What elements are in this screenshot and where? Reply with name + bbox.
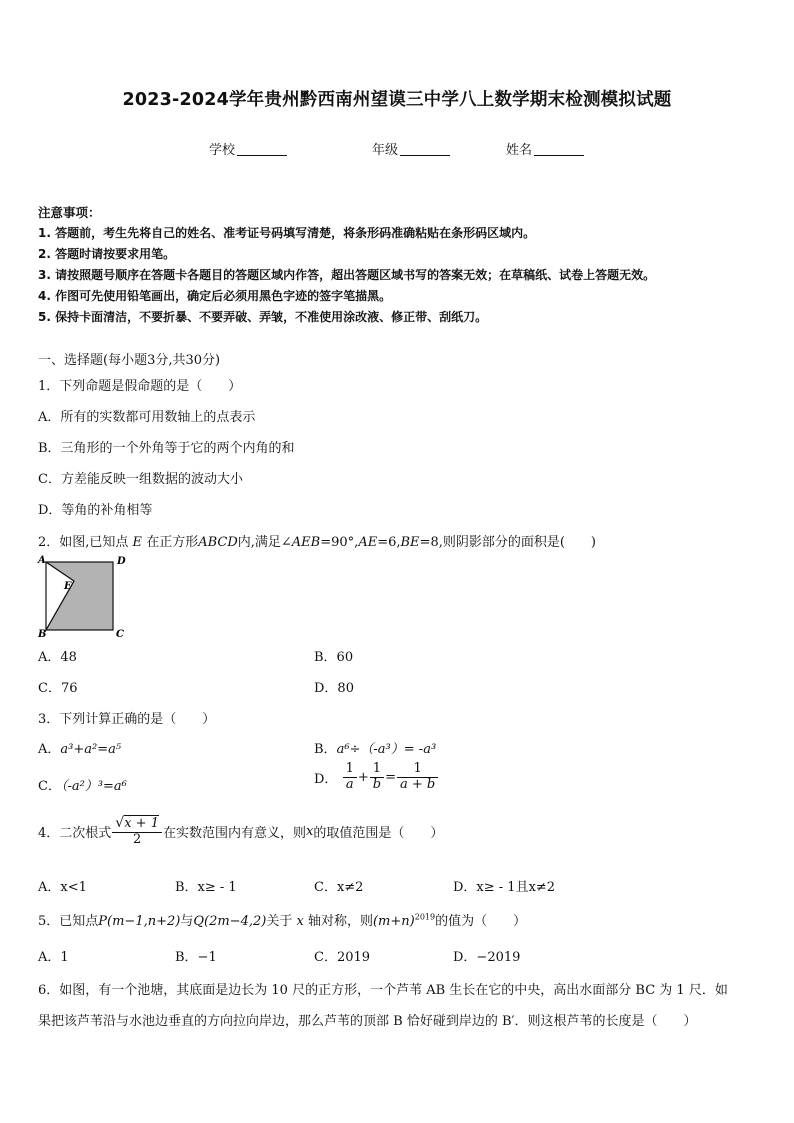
notice-item: 4. 作图可先使用铅笔画出，确定后必须用黑色字迹的签字笔描黑。 — [38, 289, 392, 303]
notice-item: 5. 保持卡面清洁，不要折暴、不要弄破、弄皱，不准使用涂改液、修正带、刮纸刀。 — [38, 310, 488, 324]
q2-option-a[interactable]: A．48 — [38, 650, 77, 665]
frac-1-over-a-plus-b: $\frac{1}{a + b}$ — [397, 762, 438, 793]
section-heading: 一、选择题(每小题3分,共30分) — [38, 353, 221, 368]
q5-option-c[interactable]: C．2019 — [314, 950, 371, 965]
q6-stem-line2: 果把该芦苇沿与水池边垂直的方向拉向岸边，那么芦苇的顶部 B 恰好碰到岸边的 B′．则这根芦苇的长度是（ ） — [38, 1014, 697, 1029]
school-field[interactable] — [209, 139, 287, 158]
q5-stem: 5．已知点P(m−1,n+2)与Q(2m−4,2)关于 x 轴对称，则$(m+n)^{2019}$的值为（ ） — [38, 912, 527, 929]
label-c: C — [116, 629, 124, 640]
q1-option-c[interactable]: C．方差能反映一组数据的波动大小 — [38, 472, 243, 487]
q4-stem: 4．二次根式 $\frac{√x + 1}{2}$ 在实数范围内有意义，则x的取值范围是（ ） — [38, 815, 444, 847]
q3-option-b[interactable]: B．a⁶÷（-a³）= -a³ — [314, 742, 437, 757]
q2-square-figure — [36, 553, 132, 641]
name-blank[interactable] — [534, 142, 584, 156]
notice-item: 1. 答题前，考生先将自己的姓名、准考证号码填写清楚，将条形码准确粘贴在条形码区域内。 — [38, 226, 536, 240]
q1-option-a[interactable]: A．所有的实数都可用数轴上的点表示 — [38, 410, 256, 425]
q4-option-b[interactable]: B．x≥ - 1 — [175, 880, 237, 895]
grade-blank[interactable] — [400, 142, 450, 156]
q4-option-d[interactable]: D．x≥ - 1且x≠2 — [453, 880, 556, 895]
label-b: B — [38, 629, 47, 640]
q1-stem: 1．下列命题是假命题的是（ ） — [38, 379, 242, 394]
q5-option-d[interactable]: D．−2019 — [453, 950, 521, 965]
notice-heading: 注意事项： — [38, 205, 101, 220]
q4-option-c[interactable]: C．x≠2 — [314, 880, 364, 895]
q5-option-b[interactable]: B．−1 — [175, 950, 217, 965]
page-title: 2023-2024学年贵州黔西南州望谟三中学八上数学期末检测模拟试题 — [122, 90, 672, 110]
q1-option-b[interactable]: B．三角形的一个外角等于它的两个内角的和 — [38, 441, 295, 456]
q2-option-c[interactable]: C．76 — [38, 681, 78, 696]
school-label: 学校 — [209, 143, 236, 158]
frac-1-over-b: $\frac{1}{b}$ — [370, 762, 384, 793]
notice-item: 3. 请按照题号顺序在答题卡各题目的答题区域内作答，超出答题区域书写的答案无效；在草稿纸、试卷上答题无效。 — [38, 268, 656, 282]
name-label: 姓名 — [506, 143, 533, 158]
q3-option-a[interactable]: A．a³+a²=a⁵ — [38, 742, 122, 757]
q4-option-a[interactable]: A．x<1 — [38, 880, 87, 895]
label-d: D — [117, 556, 126, 567]
school-blank[interactable] — [237, 142, 287, 156]
q2-option-d[interactable]: D．80 — [314, 681, 354, 696]
notice-item: 2. 答题时请按要求用笔。 — [38, 247, 176, 261]
q2-option-b[interactable]: B．60 — [314, 650, 354, 665]
q3-option-d[interactable]: D． $\frac{1}{a}$ + $\frac{1}{b}$ = $\frac{1}{a + b}$ — [314, 762, 439, 793]
q5-option-a[interactable]: A．1 — [38, 950, 69, 965]
q6-stem-line1: 6．如图，有一个池塘，其底面是边长为 10 尺的正方形，一个芦苇 AB 生长在它的中央，高出水面部分 BC 为 1 尺．如 — [38, 983, 728, 998]
grade-field[interactable] — [372, 139, 450, 158]
q3-option-c[interactable]: C．（-a²）³=a⁶ — [38, 779, 127, 794]
label-e: E — [64, 581, 72, 592]
label-a: A — [38, 555, 46, 566]
name-field[interactable] — [506, 139, 584, 158]
q3-stem: 3．下列计算正确的是（ ） — [38, 712, 216, 727]
q1-option-d[interactable]: D．等角的补角相等 — [38, 503, 153, 518]
grade-label: 年级 — [372, 143, 399, 158]
q4-fraction: $\frac{√x + 1}{2}$ — [112, 815, 162, 848]
frac-1-over-a: $\frac{1}{a}$ — [343, 762, 357, 793]
q2-stem: 2．如图,已知点 E 在正方形ABCD内,满足∠AEB=90°,AE=6,BE=8,则阴影部分的面积是( ) — [38, 535, 596, 550]
